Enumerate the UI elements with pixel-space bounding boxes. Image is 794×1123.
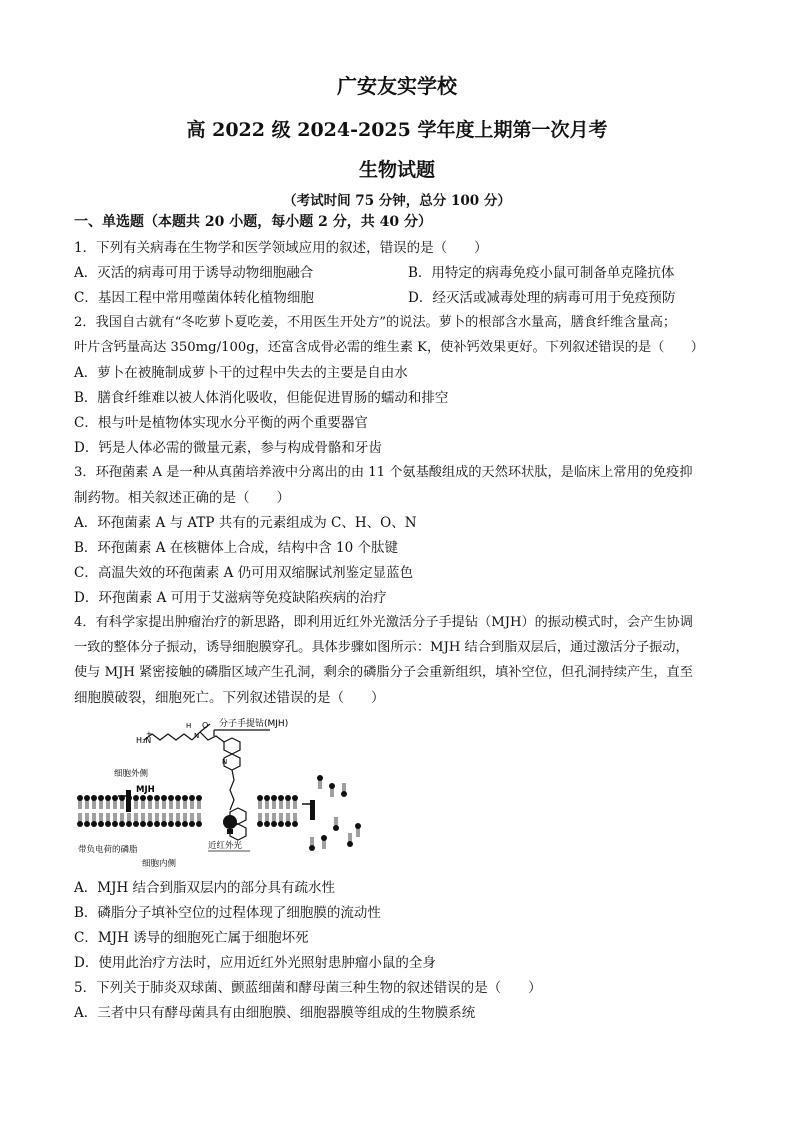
- q3-option-b: B．环孢菌素 A 在核糖体上合成，结构中含 10 个肽键: [74, 540, 399, 556]
- lipid-bilayer-disrupted: [257, 775, 361, 851]
- hydrogen-label: H: [186, 722, 192, 730]
- q4-stem-4: 细胞膜破裂，细胞死亡。下列叙述错误的是（ ）: [74, 690, 385, 706]
- q3-stem-1: 3．环孢菌素 A 是一种从真菌培养液中分离出的由 11 个氨基酸组成的天然环状肽，是临床上常用的免疫抑: [74, 465, 693, 480]
- exam-title: 高 2022 级 2024-2025 学年度上期第一次月考: [186, 119, 608, 141]
- light-bulb-icon: [223, 815, 237, 834]
- amine-label: H₃N: [136, 736, 152, 745]
- q1-stem: 1．下列有关病毒在生物学和医学领域应用的叙述，错误的是（ ）: [74, 240, 488, 256]
- q4-stem-3: 使与 MJH 紧密接触的磷脂区域产生孔洞，剩余的磷脂分子会重新组织，填补空位，但孔洞持续产生，直至: [74, 665, 693, 680]
- ring-nitrogen-label: N: [222, 758, 228, 766]
- q3-stem-2: 制药物。相关叙述正确的是（ ）: [74, 490, 290, 506]
- q3-option-c: C．高温失效的环孢菌素 A 仍可用双缩脲试剂鉴定显蓝色: [74, 565, 414, 581]
- cell-outside-label: 细胞外侧: [114, 769, 149, 779]
- q1-option-b: B．用特定的病毒免疫小鼠可制备单克隆抗体: [408, 265, 675, 281]
- q1-option-c: C．基因工程中常用噬菌体转化植物细胞: [74, 290, 314, 306]
- bound-mjh-marker: [118, 790, 131, 812]
- q3-option-a: A．环孢菌素 A 与 ATP 共有的元素组成为 C、H、O、N: [74, 515, 417, 531]
- q5-option-a: A．三者中只有酵母菌具有由细胞膜、细胞器膜等组成的生物膜系统: [74, 1005, 476, 1021]
- q2-stem-2: 叶片含钙量高达 350mg/100g，还富含成骨必需的维生素 K，使补钙效果更好。下列叙述错误的是（ ）: [74, 340, 704, 355]
- q4-option-d: D．使用此治疗方法时，应用近红外光照射患肿瘤小鼠的全身: [74, 955, 436, 971]
- school-name: 广安友实学校: [337, 74, 457, 98]
- q2-option-b: B．膳食纤维难以被人体消化吸收，但能促进胃肠的蠕动和排空: [74, 390, 449, 406]
- q4-stem-1: 4．有科学家提出肿瘤治疗的新思路，即利用近红外光激活分子手提钻（MJH）的振动模式时，会产生协调: [74, 615, 693, 630]
- plus-charge-label: +: [146, 730, 152, 738]
- q1-option-a: A．灭活的病毒可用于诱导动物细胞融合: [74, 265, 314, 281]
- q5-stem: 5．下列关于肺炎双球菌、颤蓝细菌和酵母菌三种生物的叙述错误的是（ ）: [74, 980, 542, 996]
- q1-option-d: D．经灭活或减毒处理的病毒可用于免疫预防: [408, 290, 676, 306]
- q2-option-c: C．根与叶是植物体实现水分平衡的两个重要器官: [74, 415, 368, 431]
- lipid-bilayer-left: [77, 795, 202, 827]
- subject-title: 生物试题: [358, 159, 435, 181]
- q2-option-d: D．钙是人体必需的微量元素，参与构成骨骼和牙齿: [74, 440, 382, 456]
- exam-info: （考试时间 75 分钟，总分 100 分）: [283, 193, 511, 209]
- q4-option-c: C．MJH 诱导的细胞死亡属于细胞坏死: [74, 930, 309, 946]
- cell-inside-label: 细胞内侧: [142, 859, 177, 869]
- q4-option-a: A．MJH 结合到脂双层内的部分具有疏水性: [74, 880, 336, 896]
- nitrogen-label: N: [194, 732, 200, 740]
- negative-lipid-label: 带负电荷的磷脂: [78, 845, 138, 855]
- mjh-label: MJH: [136, 785, 155, 795]
- mjh-full-label: 分子手提钻(MJH): [219, 719, 289, 729]
- q2-option-a: A．萝卜在被腌制成萝卜干的过程中失去的主要是自由水: [74, 365, 408, 381]
- q2-stem-1: 2．我国自古就有“冬吃萝卜夏吃姜，不用医生开处方”的说法。萝卜的根部含水量高，膳食纤维含量高；: [74, 315, 677, 330]
- q4-option-b: B．磷脂分子填补空位的过程体现了细胞膜的流动性: [74, 905, 381, 921]
- section-heading: 一、单选题（本题共 20 小题，每小题 2 分，共 40 分）: [74, 214, 432, 230]
- q4-stem-2: 一致的整体分子振动，诱导细胞膜穿孔。具体步骤如图所示：MJH 结合到脂双层后，通过激活分子振动，: [74, 640, 689, 655]
- near-infrared-label: 近红外光: [208, 841, 243, 851]
- oxygen-label: O: [202, 721, 209, 730]
- mjh-in-pore: [302, 800, 315, 820]
- q3-option-d: D．环孢菌素 A 可用于艾滋病等免疫缺陷疾病的治疗: [74, 590, 387, 606]
- mjh-membrane-diagram: [74, 716, 374, 872]
